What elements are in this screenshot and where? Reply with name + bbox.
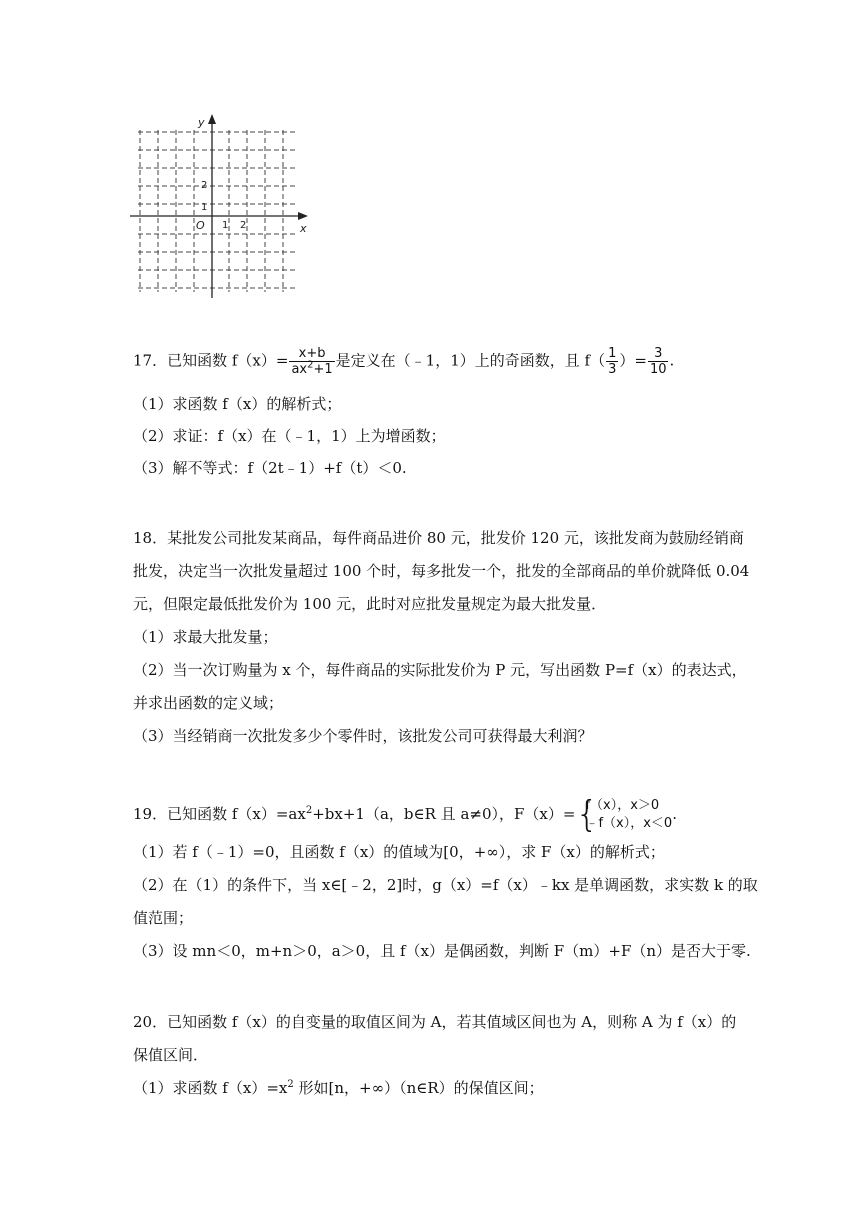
x-tick-2: 2	[240, 220, 247, 231]
q19-piece-row2: ﹣f（x），x＜0	[585, 816, 673, 831]
q19-part1: （1）若 f（﹣1）=0，且函数 f（x）的值域为[0，+∞），求 F（x）的解析式；	[133, 843, 665, 861]
q18-line3: 元，但限定最低批发价为 100 元，此时对应批发量规定为最大批发量．	[133, 595, 607, 613]
q19-part2a: （2）在（1）的条件下，当 x∈[﹣2，2]时，g（x）=f（x）﹣kx 是单调函数，求实数 k 的取	[133, 876, 758, 894]
q18-part2b: 并求出函数的定义域；	[133, 694, 284, 712]
q18-part2a: （2）当一次订购量为 x 个，每件商品的实际批发价为 P 元，写出函数 P=f（x）的表达式，	[133, 661, 747, 679]
q19-piecewise	[575, 794, 673, 835]
q17-mid: 是定义在（﹣1，1）上的奇函数，且 f（	[335, 351, 606, 370]
q17-value-fraction: $\frac{3}{10}$	[649, 346, 667, 377]
q17-frac-denominator: $ax^2+1$	[291, 359, 333, 377]
q17-stem: 17．已知函数 f（x）= $\frac{x+b}{ax^2+1}$ 是定义在（﹣1，1）上的奇函数，且 f（ $\frac{1}{3}$ ）= $\frac{3}{10}$ .	[133, 346, 675, 377]
left-brace-icon: {	[575, 794, 599, 835]
q17-eq: ）=	[619, 351, 647, 370]
x-tick-1: 1	[222, 220, 229, 231]
y-axis-label: y	[198, 116, 205, 129]
grid-lines	[138, 130, 298, 292]
q20-part1: （1）求函数 $f(x)=x^2$ 形如[n，+∞）（n∈R）的保值区间；	[133, 1079, 544, 1097]
q19-part3: （3）设 mn＜0，m+n＞0，a＞0，且 f（x）是偶函数，判断 F（m）+F（n）是否大于零.	[133, 942, 751, 960]
q17-part3: （3）解不等式：f（2t﹣1）+f（t）＜0.	[133, 459, 407, 477]
q17-part1: （1）求函数 f（x）的解析式；	[133, 395, 342, 413]
q17-part2: （2）求证：f（x）在（﹣1，1）上为增函数；	[133, 427, 446, 445]
q18-part3: （3）当经销商一次批发多少个零件时，该批发公司可获得最大利润？	[133, 727, 593, 745]
q17-frac-numerator: x+b	[289, 346, 334, 362]
q17-function-fraction	[289, 346, 334, 377]
x-axis-label: x	[300, 222, 307, 235]
coordinate-grid-figure	[128, 112, 318, 298]
q18-line2: 批发，决定当一次批发量超过 100 个时，每多批发一个，批发的全部商品的单价就降低 0.04	[133, 562, 750, 580]
origin-label: O	[196, 219, 205, 232]
q18-line1: 18．某批发公司批发某商品，每件商品进价 80 元，批发价 120 元，该批发商为鼓励经销商	[133, 529, 744, 547]
q19-part2b: 值范围；	[133, 909, 194, 927]
q20-line1: 20．已知函数 f（x）的自变量的取值区间为 A，若其值域区间也为 A，则称 A 为 f（x）的	[133, 1013, 737, 1031]
q17-pre: 17．已知函数 f（x）=	[133, 351, 289, 370]
q18-part1: （1）求最大批发量；	[133, 628, 278, 646]
q17-arg-fraction: $\frac{1}{3}$	[608, 346, 617, 377]
y-axis-arrow	[208, 114, 216, 124]
q20-line2: 保值区间．	[133, 1046, 209, 1064]
q19-piece-row1: f（x），x＞0	[585, 798, 660, 813]
y-tick-2: 2	[201, 180, 208, 191]
y-tick-1: 1	[201, 202, 208, 213]
q19-stem: 19．已知函数 $f(x)=ax^2+bx+1(a$，b∈R 且 a≠0），F（x）= { f（x），x＞0 ﹣f（x），x＜0 .	[133, 794, 677, 835]
x-axis-arrow	[298, 212, 308, 220]
